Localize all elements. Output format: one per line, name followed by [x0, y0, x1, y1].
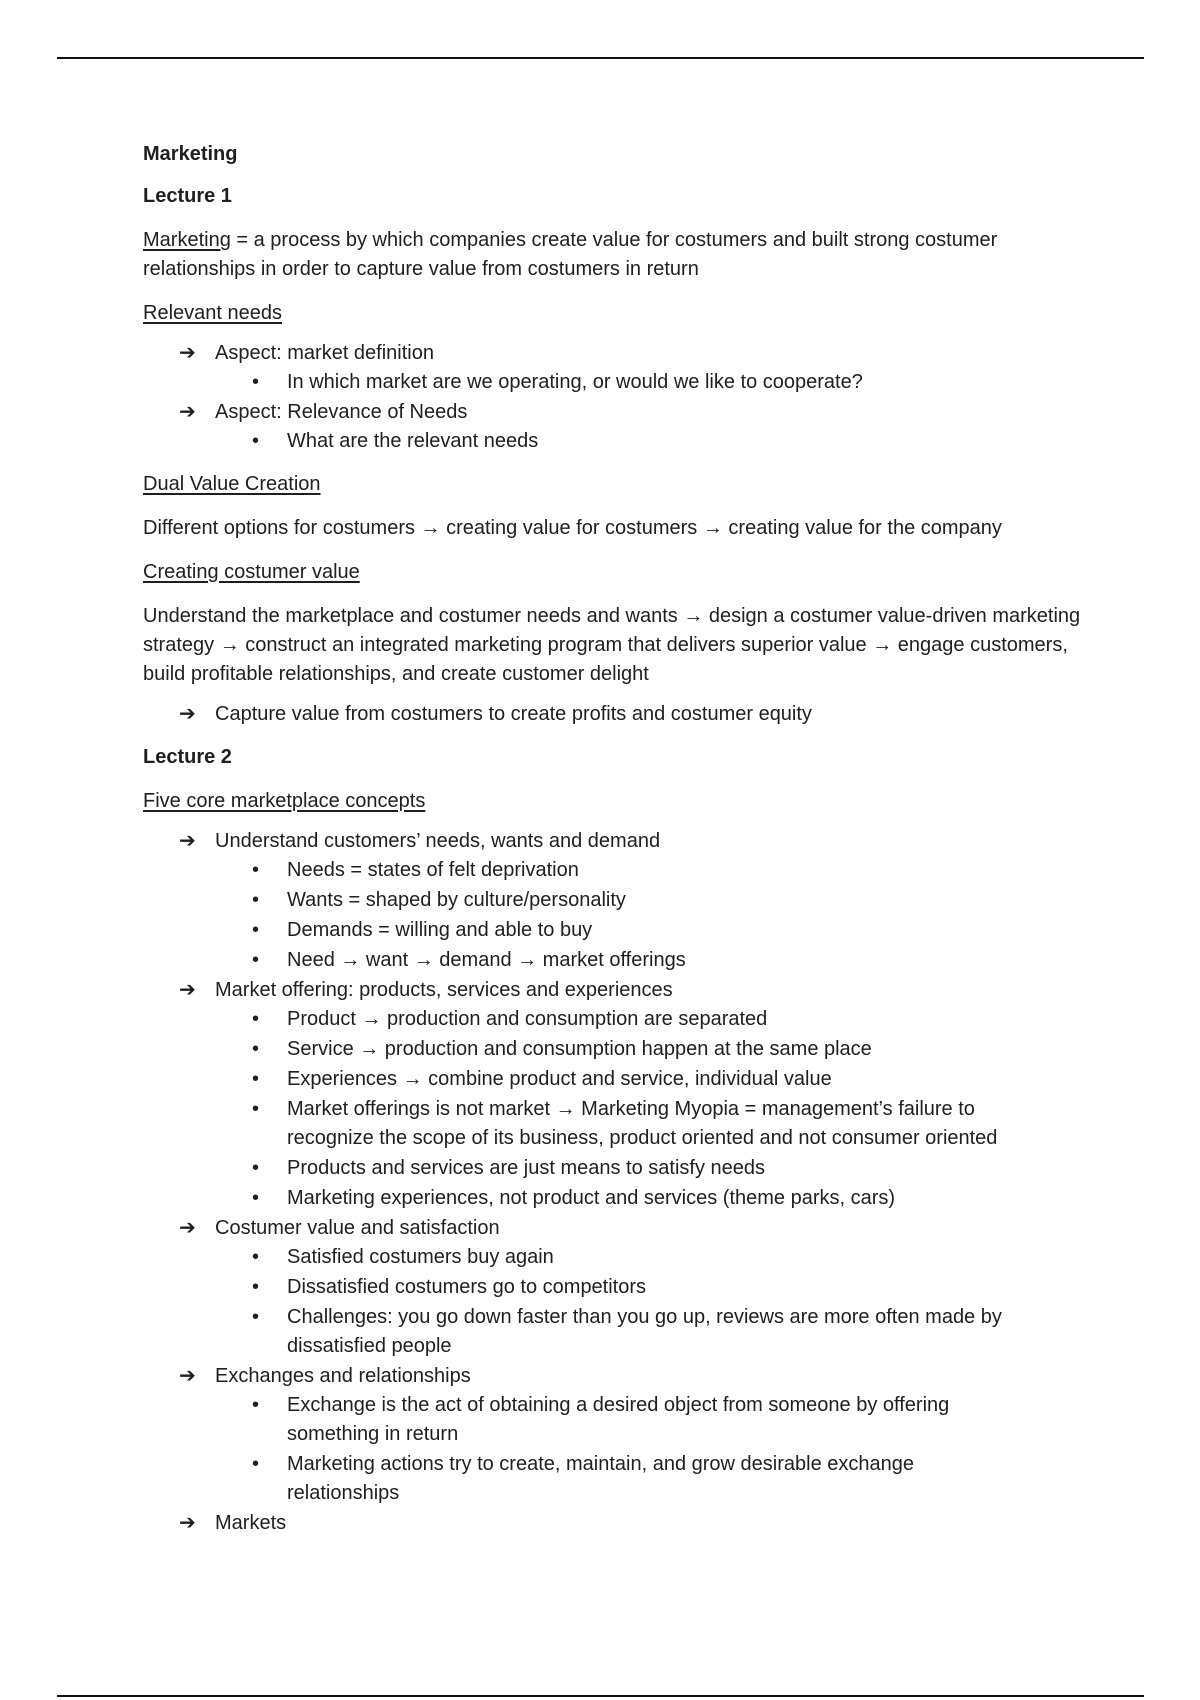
definition-text: = a process by which companies create value for costumers and built strong costumer relationships in order to capture value from costumers in return: [143, 229, 998, 280]
dual-value-heading: Dual Value Creation: [143, 473, 321, 495]
bullet-icon: •: [252, 1453, 260, 1475]
arrow-item: [143, 339, 1083, 397]
bullet-item: [143, 1005, 1011, 1034]
arrow-icon: ➔: [179, 703, 196, 725]
arrow-icon: ➔: [179, 401, 196, 423]
marketing-definition: [143, 226, 1083, 284]
bullet-item-text: Demands = willing and able to buy: [287, 919, 593, 941]
bullet-item-text: Needs = states of felt deprivation: [287, 859, 579, 881]
creating-value-text: Understand the marketplace and costumer needs and wants → design a costumer value-driven marketing strategy → construct an integrated marketing program that delivers superior value → engage customers, build profitable relationships, and create customer delight: [143, 605, 1081, 685]
bullet-item-text: What are the relevant needs: [287, 430, 539, 452]
arrow-item: [143, 1362, 1083, 1508]
arrow-icon: ➔: [179, 1217, 196, 1239]
bullet-item: [143, 1095, 1011, 1153]
arrow-item: [143, 1509, 1083, 1538]
bullet-item-text: Service → production and consumption happen at the same place: [287, 1038, 872, 1060]
relevant-needs-heading: Relevant needs: [143, 302, 282, 324]
sub-list: [215, 856, 1083, 975]
arrow-item-text: Aspect: market definition: [215, 342, 434, 364]
lecture-1-heading: Lecture 1: [143, 185, 232, 207]
definition-term: Marketing: [143, 229, 231, 251]
bullet-icon: •: [252, 1098, 260, 1120]
bullet-item: [143, 946, 1011, 975]
bullet-icon: •: [252, 1394, 260, 1416]
arrow-item: [143, 976, 1083, 1213]
five-core-heading: Five core marketplace concepts: [143, 790, 426, 812]
arrow-icon: ➔: [179, 979, 196, 1001]
bullet-item-text: Marketing actions try to create, maintain, and grow desirable exchange relationships: [287, 1453, 915, 1504]
five-core-list: [143, 827, 1083, 1538]
document-title: Marketing: [143, 143, 238, 165]
sub-list: [215, 1005, 1083, 1213]
bullet-item: [143, 1273, 1011, 1302]
sub-list: [215, 1391, 1083, 1508]
bullet-item: [143, 886, 1011, 915]
sub-list: [215, 1243, 1083, 1361]
bullet-item-text: In which market are we operating, or would we like to cooperate?: [287, 371, 863, 393]
arrow-item-text: Capture value from costumers to create profits and costumer equity: [215, 703, 812, 725]
bullet-item: [143, 1450, 1011, 1508]
bullet-item-text: Need → want → demand → market offerings: [287, 949, 686, 971]
bullet-icon: •: [252, 1157, 260, 1179]
arrow-item: [143, 700, 1083, 729]
bullet-icon: •: [252, 1038, 260, 1060]
document-body: [143, 140, 1083, 1552]
bullet-icon: •: [252, 1306, 260, 1328]
dual-value-text: Different options for costumers → creating value for costumers → creating value for the company: [143, 517, 1002, 539]
bullet-item: [143, 1154, 1011, 1183]
bullet-icon: •: [252, 949, 260, 971]
bullet-item-text: Market offerings is not market → Marketing Myopia = management’s failure to recognize the scope of its business, product oriented and not consumer oriented: [287, 1098, 998, 1149]
relevant-needs-list: [143, 339, 1083, 456]
bullet-item: [143, 1303, 1011, 1361]
bullet-item: [143, 1391, 1011, 1449]
bullet-icon: •: [252, 1068, 260, 1090]
bullet-item-text: Products and services are just means to satisfy needs: [287, 1157, 766, 1179]
bullet-icon: •: [252, 1008, 260, 1030]
bullet-item: [143, 856, 1011, 885]
lecture-2-heading: Lecture 2: [143, 746, 232, 768]
bullet-item-text: Marketing experiences, not product and services (theme parks, cars): [287, 1187, 896, 1209]
sub-list: [215, 427, 1083, 456]
header-rule: [57, 57, 1144, 59]
arrow-item-text: Aspect: Relevance of Needs: [215, 401, 468, 423]
bullet-icon: •: [252, 1246, 260, 1268]
bullet-icon: •: [252, 919, 260, 941]
bullet-icon: •: [252, 1187, 260, 1209]
bullet-item: [143, 1243, 1011, 1272]
bullet-icon: •: [252, 1276, 260, 1298]
arrow-item: [143, 398, 1083, 456]
bullet-item: [143, 1184, 1011, 1213]
arrow-item-text: Costumer value and satisfaction: [215, 1217, 500, 1239]
bullet-icon: •: [252, 371, 260, 393]
bullet-item-text: Experiences → combine product and service, individual value: [287, 1068, 832, 1090]
arrow-item: [143, 827, 1083, 975]
footer-rule: [57, 1695, 1144, 1697]
bullet-item-text: Product → production and consumption are separated: [287, 1008, 768, 1030]
arrow-item-text: Market offering: products, services and experiences: [215, 979, 673, 1001]
arrow-icon: ➔: [179, 342, 196, 364]
arrow-item-text: Understand customers’ needs, wants and demand: [215, 830, 661, 852]
creating-value-heading: Creating costumer value: [143, 561, 360, 583]
bullet-item-text: Challenges: you go down faster than you go up, reviews are more often made by dissatisfied people: [287, 1306, 1002, 1357]
creating-value-list: [143, 700, 1083, 729]
arrow-icon: ➔: [179, 1512, 196, 1534]
bullet-item: [143, 1065, 1011, 1094]
sub-list: [215, 368, 1083, 397]
bullet-item: [143, 916, 1011, 945]
bullet-icon: •: [252, 430, 260, 452]
bullet-item: [143, 1035, 1011, 1064]
bullet-item-text: Wants = shaped by culture/personality: [287, 889, 626, 911]
bullet-item-text: Satisfied costumers buy again: [287, 1246, 554, 1268]
arrow-item-text: Exchanges and relationships: [215, 1365, 471, 1387]
bullet-icon: •: [252, 889, 260, 911]
bullet-icon: •: [252, 859, 260, 881]
bullet-item-text: Exchange is the act of obtaining a desired object from someone by offering something in return: [287, 1394, 950, 1445]
bullet-item: [143, 368, 1011, 397]
arrow-icon: ➔: [179, 830, 196, 852]
arrow-item: [143, 1214, 1083, 1361]
arrow-icon: ➔: [179, 1365, 196, 1387]
bullet-item-text: Dissatisfied costumers go to competitors: [287, 1276, 647, 1298]
arrow-item-text: Markets: [215, 1512, 287, 1534]
bullet-item: [143, 427, 1011, 456]
